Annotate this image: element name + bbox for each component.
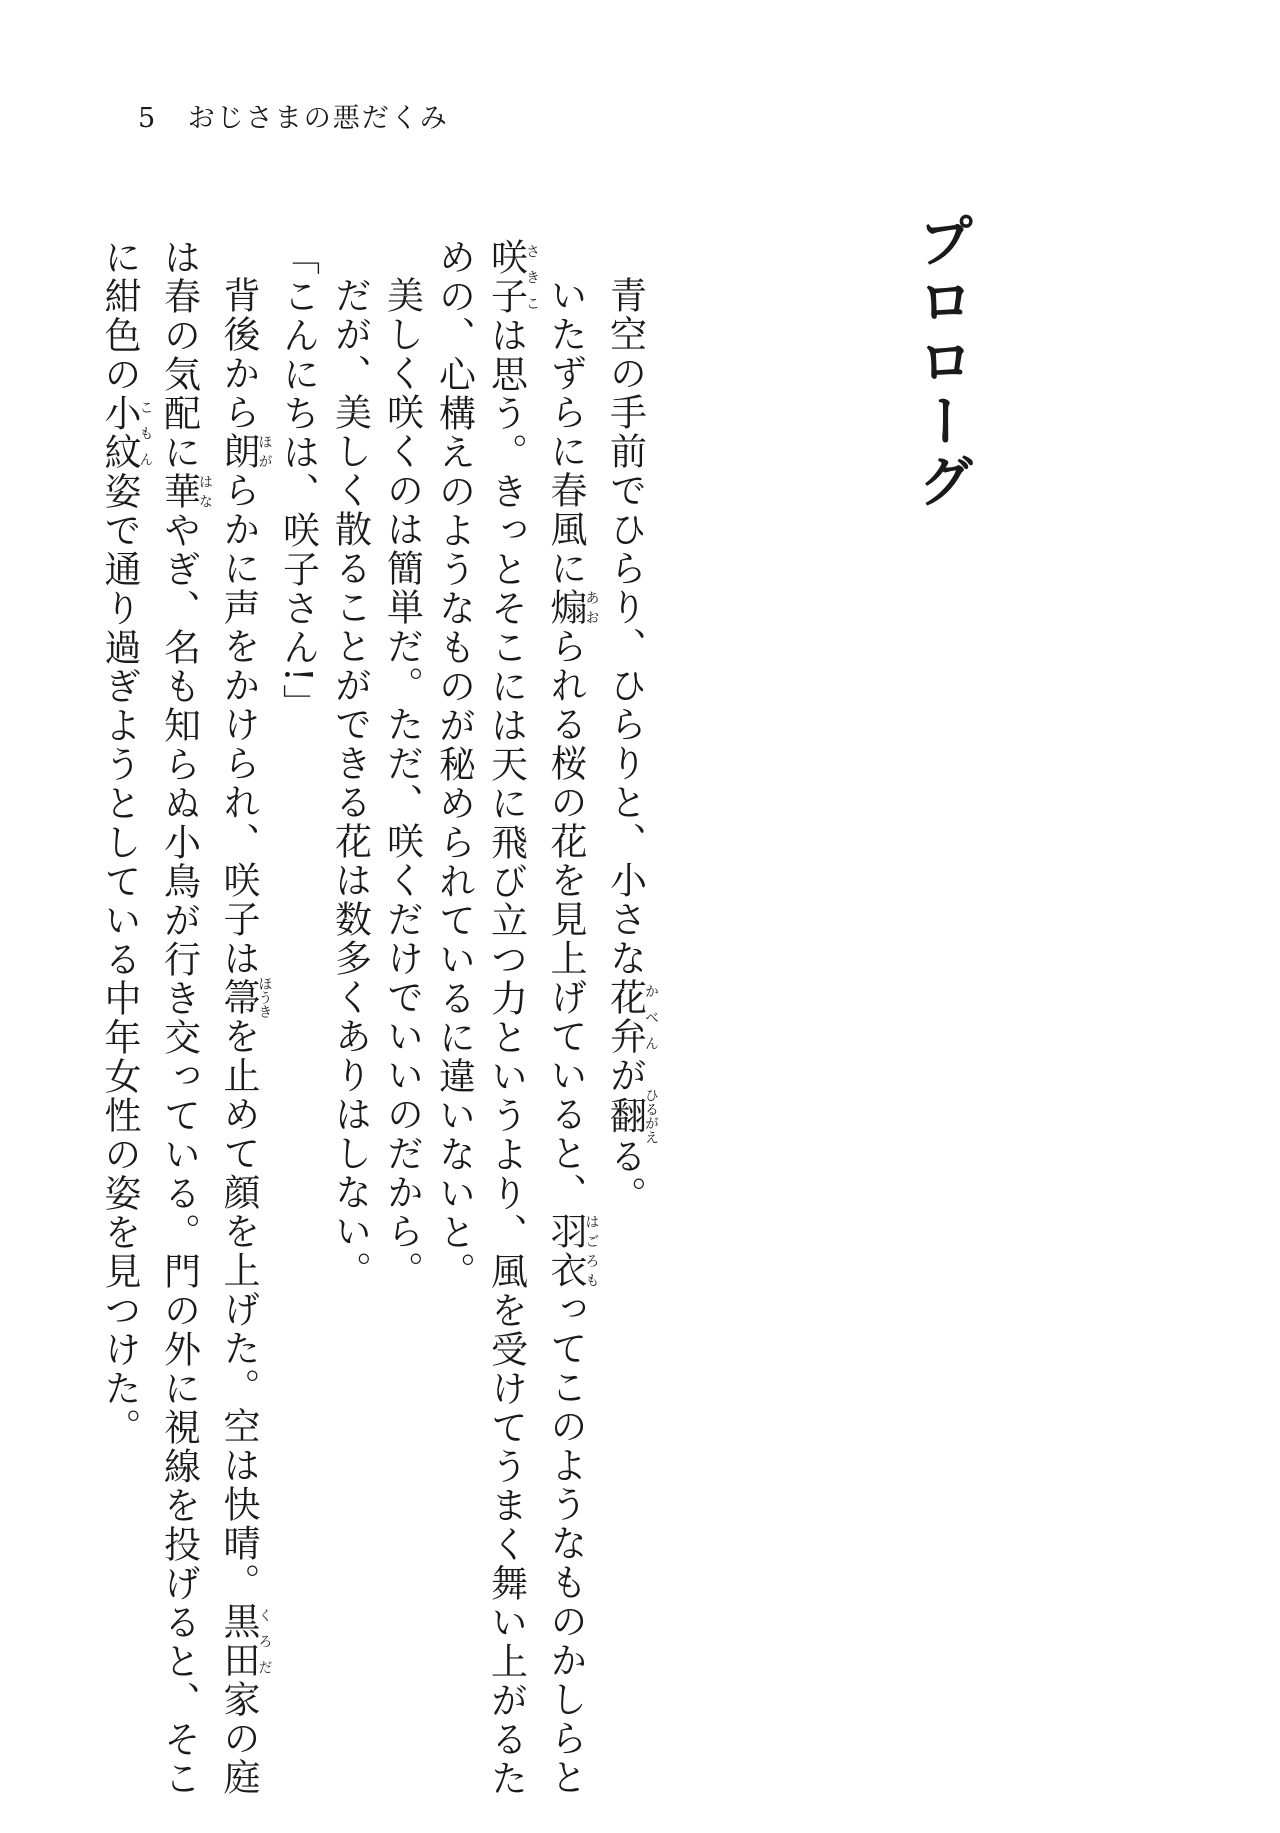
text-line-1: 青空の手前でひらり、ひらりと、小さな花弁かべんが翻ひるがえる。	[603, 276, 659, 1215]
ruby-kaben: 花弁かべん	[603, 978, 659, 1056]
ruby-aoraru: 煽あお	[544, 588, 600, 627]
ruby-komon: 小紋こもん	[98, 394, 154, 472]
text-line-7: 「こんにちは、咲子さん!」	[276, 238, 320, 723]
ruby-hogaraka: 朗ほが	[217, 432, 273, 471]
body-text	[98, 238, 659, 1798]
text-line-5: 美しく咲くのは簡単だ。ただ、咲くだけでいいのだから。	[380, 276, 424, 1290]
text-line-3: 咲子さきこは思う。きっとそこには天に飛び立つ力というより、風を受けてうまく舞い上がるた	[484, 238, 540, 1798]
ruby-hirugae: 翻ひるがえ	[603, 1088, 659, 1144]
text-line-10: に紺色の小紋こもん姿で通り過ぎようとしている中年女性の姿を見つけた。	[98, 238, 154, 1447]
running-header	[138, 96, 449, 135]
ruby-kuroda: 黒田くろだ	[217, 1602, 273, 1680]
text-line-6: だが、美しく散ることができる花は数多くありはしない。	[328, 276, 372, 1290]
ruby-houki: 箒ほうき	[217, 976, 273, 1019]
ruby-hana: 華はな	[157, 472, 213, 511]
ruby-sakiko: 咲子さきこ	[484, 238, 540, 316]
text-line-9: は春の気配に華はなやぎ、名も知らぬ小鳥が行き交っている。門の外に視線を投げると、そこ	[157, 238, 213, 1798]
page-number: 5	[138, 103, 158, 134]
book-title: おじさまの悪だくみ	[187, 103, 449, 134]
chapter-title: プロローグ	[909, 212, 974, 512]
text-line-8: 背後から朗ほがらかに声をかけられ、咲子は箒ほうきを止めて顔を上げた。空は快晴。黒田くろだ家の庭	[217, 276, 273, 1797]
text-line-4: めの、心構えのようなものが秘められているに違いないと。	[432, 238, 476, 1291]
ruby-hagoromo: 羽衣はごろも	[544, 1212, 600, 1290]
text-line-2: いたずらに春風に煽あおられる桜の花を見上げていると、羽衣はごろもってこのようなものかしらと	[544, 276, 600, 1797]
